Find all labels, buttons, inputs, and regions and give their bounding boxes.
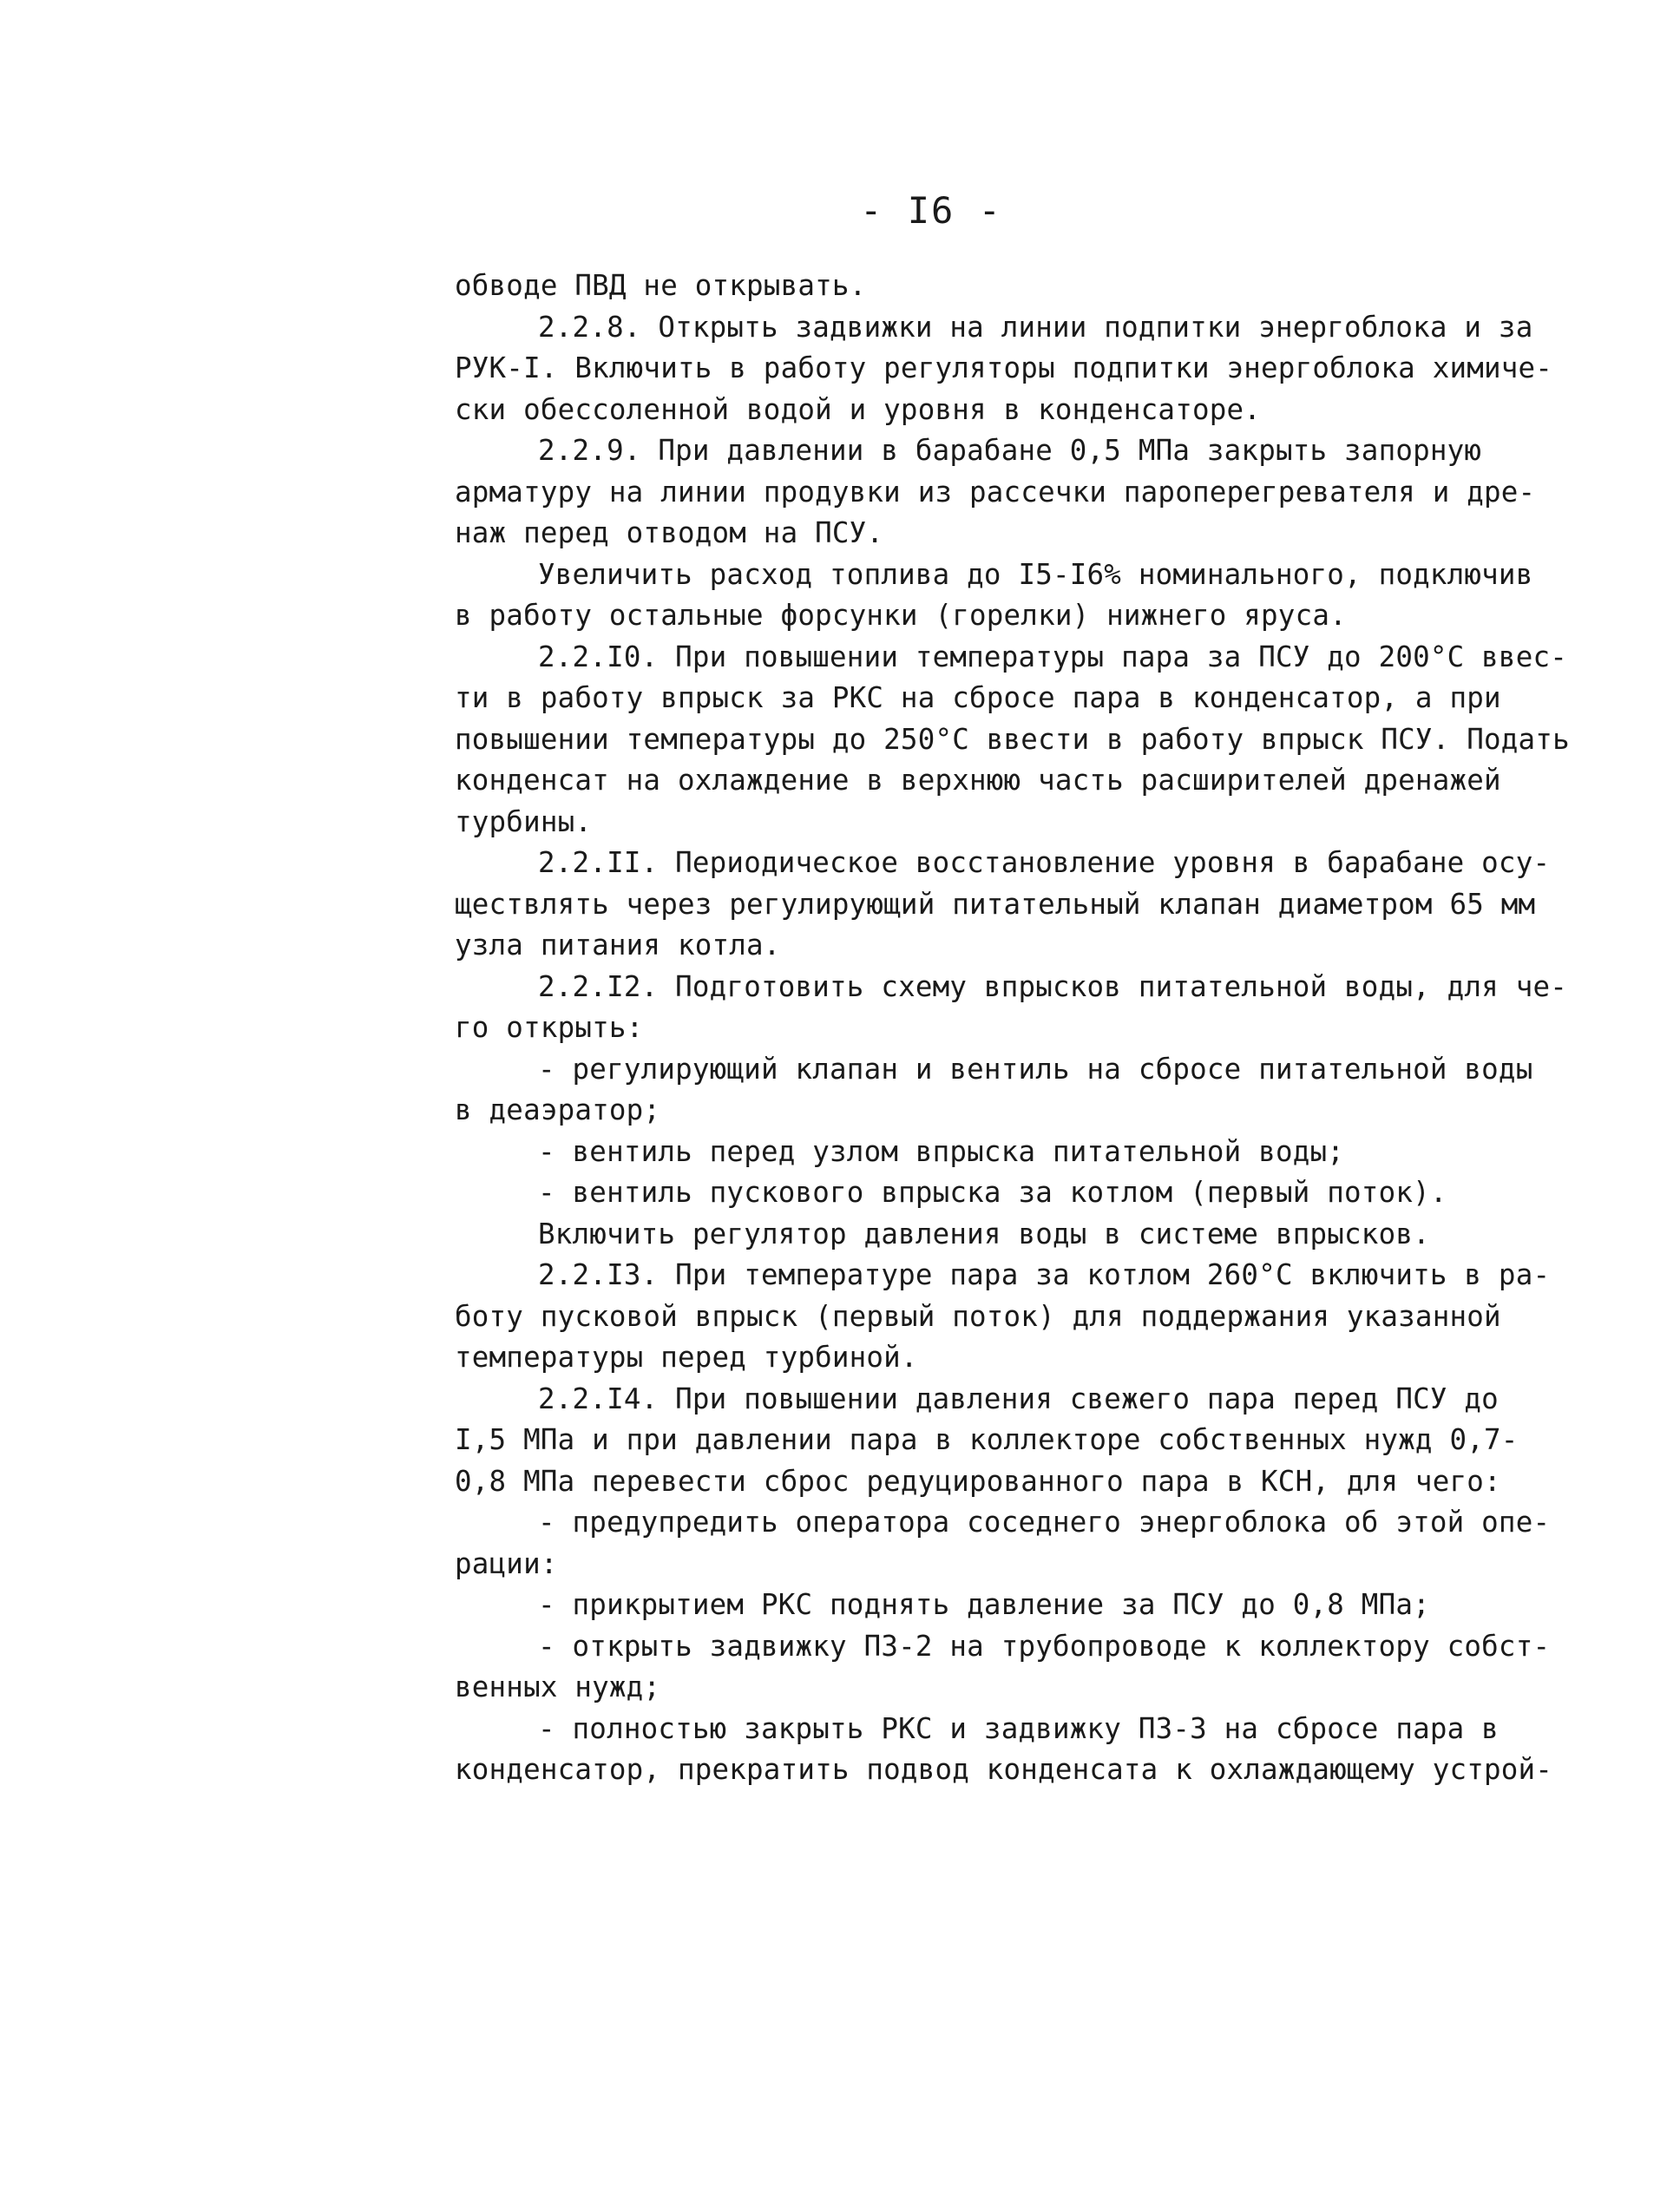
text-line: арматуру на линии продувки из рассечки пароперегревателя и дре-	[455, 475, 1536, 509]
text-line: ски обессоленной водой и уровня в конденсаторе.	[455, 392, 1262, 426]
text-line: - полностью закрыть РКС и задвижку ПЗ-3 на сбросе пара в	[538, 1711, 1499, 1745]
text-line: рации:	[455, 1546, 558, 1580]
text-line: 0,8 МПа перевести сброс редуцированного пара в КСН, для чего:	[455, 1464, 1501, 1498]
text-line: 2.2.I0. При повышении температуры пара за ПСУ до 200°С ввес-	[538, 640, 1567, 673]
text-line: конденсат на охлаждение в верхнюю часть расширителей дренажей	[455, 764, 1501, 797]
text-line: го открыть:	[455, 1011, 644, 1044]
text-line: I,5 МПа и при давлении пара в коллекторе собственных нужд 0,7-	[455, 1423, 1519, 1456]
text-line: ти в работу впрыск за РКС на сбросе пара в конденсатор, а при	[455, 681, 1501, 714]
text-line: - вентиль перед узлом впрыска питательной воды;	[538, 1134, 1345, 1168]
text-line: РУК-I. Включить в работу регуляторы подпитки энергоблока химиче-	[455, 351, 1553, 384]
text-line: 2.2.II. Периодическое восстановление уровня в барабане осу-	[538, 846, 1551, 879]
text-line: повышении температуры до 250°С ввести в работу впрыск ПСУ. Подать	[455, 722, 1570, 756]
text-line: в работу остальные форсунки (горелки) нижнего яруса.	[455, 599, 1347, 632]
text-line: конденсатор, прекратить подвод конденсата к охлаждающему устрой-	[455, 1753, 1553, 1786]
text-line: 2.2.I4. При повышении давления свежего пара перед ПСУ до	[538, 1382, 1499, 1415]
text-line: - вентиль пускового впрыска за котлом (первый поток).	[538, 1176, 1447, 1209]
text-line: венных нужд;	[455, 1670, 661, 1703]
text-line: турбины.	[455, 804, 593, 838]
text-line: боту пусковой впрыск (первый поток) для поддержания указанной	[455, 1299, 1501, 1333]
text-line: температуры перед турбиной.	[455, 1341, 918, 1374]
text-line: 2.2.I2. Подготовить схему впрысков питательной воды, для че-	[538, 969, 1567, 1003]
text-line: обводе ПВД не открывать.	[455, 269, 867, 302]
text-line: ществлять через регулирующий питательный клапан диаметром 65 мм	[455, 887, 1536, 921]
document-body	[455, 266, 1570, 1791]
text-line: 2.2.9. При давлении в барабане 0,5 МПа закрыть запорную	[538, 434, 1482, 467]
text-line: - прикрытием РКС поднять давление за ПСУ до 0,8 МПа;	[538, 1588, 1430, 1621]
text-line: узла питания котла.	[455, 929, 781, 962]
text-line: наж перед отводом на ПСУ.	[455, 516, 884, 549]
text-line: Увеличить расход топлива до I5-I6% номинального, подключив	[538, 557, 1533, 591]
text-line: Включить регулятор давления воды в системе впрысков.	[538, 1217, 1430, 1250]
page-number: - I6 -	[860, 189, 1002, 232]
text-line: 2.2.I3. При температуре пара за котлом 260°С включить в ра-	[538, 1258, 1551, 1291]
text-line: - регулирующий клапан и вентиль на сбросе питательной воды	[538, 1052, 1533, 1086]
text-line: - предупредить оператора соседнего энергоблока об этой опе-	[538, 1506, 1551, 1539]
text-line: 2.2.8. Открыть задвижки на линии подпитки энергоблока и за	[538, 310, 1533, 344]
text-line: - открыть задвижку ПЗ-2 на трубопроводе к коллектору собст-	[538, 1629, 1551, 1663]
text-line: в деаэратор;	[455, 1093, 661, 1126]
